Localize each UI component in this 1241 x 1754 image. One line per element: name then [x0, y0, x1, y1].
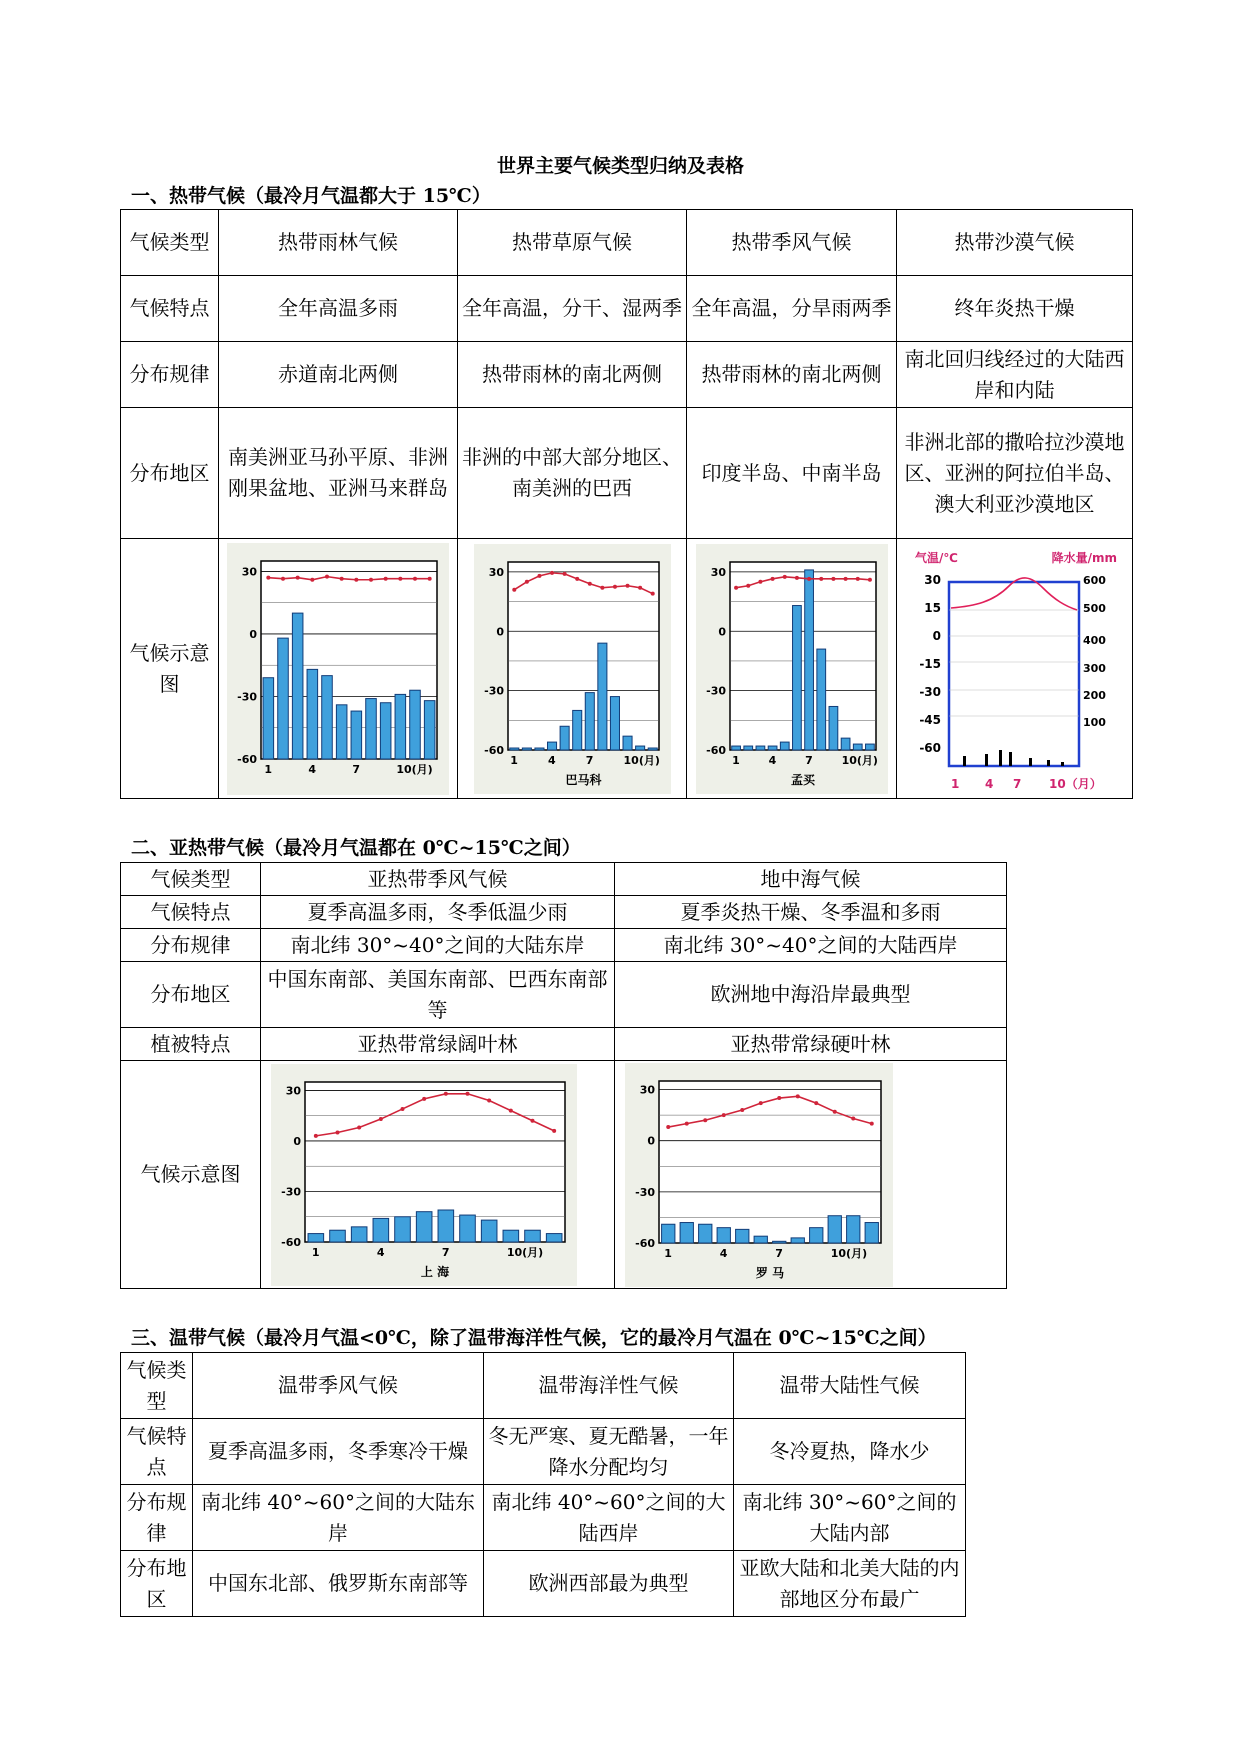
temperature-point	[384, 576, 388, 580]
precipitation-bar	[780, 742, 789, 750]
precipitation-bar	[1009, 752, 1012, 766]
temperate-climate-table	[120, 1352, 966, 1617]
plot-area	[305, 1082, 565, 1242]
row-label: 分布地区	[121, 408, 219, 539]
chart-title: 罗 马	[755, 1265, 785, 1280]
rule-cell: 热带雨林的南北两侧	[458, 342, 687, 408]
x-tick-label: 10(月)	[396, 762, 433, 776]
y-tick-label: 0	[647, 1134, 655, 1148]
row-label: 气候特点	[121, 1419, 193, 1485]
region-cell: 亚欧大陆和北美大陆的内部地区分布最广	[734, 1551, 966, 1617]
y-right-axis-label: 降水量/mm	[1051, 550, 1117, 565]
precipitation-bar	[380, 702, 391, 758]
precipitation-bar	[336, 704, 347, 758]
precipitation-bar	[865, 1222, 878, 1242]
temperature-point	[758, 579, 762, 583]
temperature-point	[552, 1128, 556, 1132]
climate-type-cell: 温带季风气候	[193, 1353, 484, 1419]
temperature-point	[512, 587, 516, 591]
x-tick-label: 4	[768, 753, 776, 767]
climate-type-cell: 热带草原气候	[458, 210, 687, 276]
y-tick-label: -60	[705, 743, 726, 757]
subtropical-climate-table	[120, 862, 1007, 1289]
precipitation-bar	[560, 726, 569, 750]
precipitation-bar	[623, 736, 632, 750]
tropical-climate-table	[120, 209, 1133, 799]
temperature-point	[310, 577, 314, 581]
precipitation-bar	[717, 1227, 730, 1242]
precipitation-bar	[662, 1224, 675, 1243]
precipitation-bar	[963, 756, 966, 766]
x-tick-label: 7	[441, 1245, 450, 1259]
precipitation-bar	[829, 706, 838, 750]
temperature-point	[531, 1118, 535, 1122]
temperature-point	[600, 585, 604, 589]
temperature-point	[782, 574, 786, 578]
temperature-point	[575, 576, 579, 580]
precipitation-bar	[351, 711, 362, 759]
precipitation-bar	[410, 690, 421, 759]
x-tick-label: 1	[731, 753, 740, 767]
x-tick-label: 4	[719, 1246, 728, 1260]
temperature-point	[759, 1101, 763, 1105]
y-tick-label: 30	[488, 565, 504, 579]
temperature-point	[722, 1113, 726, 1117]
precipitation-bar	[307, 669, 318, 759]
x-tick-label: 7	[775, 1246, 783, 1260]
precipitation-bar	[635, 746, 644, 750]
temperature-point	[369, 577, 373, 581]
x-tick-label: 1	[509, 753, 518, 767]
rule-cell: 南北回归线经过的大陆西岸和内陆	[897, 342, 1133, 408]
y-left-tick-label: -30	[918, 684, 941, 699]
precipitation-bar	[743, 746, 752, 750]
temperature-point	[740, 1107, 744, 1111]
y-left-axis-label: 气温/℃	[914, 550, 958, 565]
chart-title: 上 海	[420, 1264, 450, 1279]
climate-type-cell: 温带海洋性气候	[484, 1353, 734, 1419]
x-tick-label: 7	[585, 753, 593, 767]
temperature-point	[819, 576, 823, 580]
y-left-tick-label: -45	[918, 712, 941, 727]
precipitation-bar	[768, 746, 777, 750]
y-tick-label: -60	[635, 1236, 655, 1250]
precipitation-bar	[756, 746, 765, 750]
section-heading-subtropical: 二、亚热带气候（最冷月气温都在 0℃~15℃之间）	[131, 837, 581, 859]
temperature-point	[379, 1117, 383, 1121]
temperature-point	[357, 1125, 361, 1129]
y-right-tick-label: 600	[1082, 573, 1106, 587]
precipitation-bar	[292, 613, 303, 759]
x-tick-label: 1	[664, 1246, 672, 1260]
y-tick-label: -30	[705, 684, 726, 698]
temperature-point	[638, 585, 642, 589]
y-left-tick-label: 15	[923, 600, 941, 615]
temperature-point	[794, 575, 798, 579]
climate-type-cell: 热带雨林气候	[219, 210, 458, 276]
precipitation-bar	[438, 1210, 454, 1242]
y-tick-label: 30	[285, 1083, 301, 1097]
temperature-point	[851, 1116, 855, 1120]
precipitation-bar	[847, 1215, 860, 1242]
precipitation-bar	[736, 1229, 749, 1243]
y-tick-label: 30	[241, 564, 257, 578]
region-cell: 非洲北部的撒哈拉沙漠地区、亚洲的阿拉伯半岛、澳大利亚沙漠地区	[897, 408, 1133, 539]
x-tick-label: 7	[1012, 776, 1021, 791]
row-label: 分布地区	[121, 962, 261, 1028]
row-label: 分布规律	[121, 1485, 193, 1551]
precipitation-bar	[841, 738, 850, 750]
y-tick-label: -60	[237, 752, 257, 766]
y-left-tick-label: 30	[923, 572, 941, 587]
row-label: 气候类型	[121, 210, 219, 276]
region-cell: 欧洲地中海沿岸最典型	[615, 962, 1007, 1028]
precipitation-bar	[525, 1230, 541, 1242]
temperature-point	[509, 1108, 513, 1112]
precipitation-bar	[308, 1233, 324, 1241]
precipitation-bar	[985, 754, 988, 766]
precipitation-bar	[330, 1230, 346, 1242]
x-tick-label: 10（月）	[1048, 776, 1102, 791]
precipitation-bar	[547, 742, 556, 750]
precipitation-bar	[804, 569, 813, 749]
precipitation-bar	[597, 643, 606, 750]
temperature-point	[444, 1091, 448, 1095]
y-tick-label: -60	[483, 743, 504, 757]
climate-type-cell: 热带沙漠气候	[897, 210, 1133, 276]
feature-cell: 全年高温，分干、湿两季	[458, 276, 687, 342]
x-tick-label: 10(月)	[830, 1246, 868, 1260]
x-tick-label: 7	[804, 753, 813, 767]
temperature-point	[340, 576, 344, 580]
row-label: 气候类型	[121, 1353, 193, 1419]
precipitation-bar	[791, 1237, 804, 1242]
feature-cell: 夏季炎热干燥、冬季温和多雨	[615, 896, 1007, 929]
precipitation-bar	[278, 638, 289, 759]
temperature-point	[401, 1106, 405, 1110]
region-cell: 非洲的中部大部分地区、南美洲的巴西	[458, 408, 687, 539]
chart-title: 孟买	[790, 772, 815, 787]
row-label: 气候示意图	[121, 1061, 261, 1289]
rule-cell: 南北纬 40°~60°之间的大陆西岸	[484, 1485, 734, 1551]
region-cell: 中国东南部、美国东南部、巴西东南部等	[261, 962, 615, 1028]
x-tick-label: 4	[984, 776, 993, 791]
precipitation-bar	[585, 692, 594, 749]
temperature-point	[587, 581, 591, 585]
precipitation-bar	[731, 746, 740, 750]
precipitation-bar	[546, 1233, 562, 1241]
temperature-point	[855, 576, 859, 580]
vegetation-cell: 亚热带常绿阔叶林	[261, 1028, 615, 1061]
feature-cell: 夏季高温多雨，冬季低温少雨	[261, 896, 615, 929]
precipitation-bar	[1029, 758, 1032, 766]
precipitation-bar	[481, 1220, 497, 1242]
precipitation-bar	[610, 696, 619, 749]
temperature-point	[870, 1121, 874, 1125]
y-tick-label: 30	[710, 565, 726, 579]
feature-cell: 全年高温，分旱雨两季	[687, 276, 897, 342]
plot-area	[508, 562, 659, 750]
temperature-point	[281, 576, 285, 580]
temperature-point	[807, 576, 811, 580]
region-cell: 中国东北部、俄罗斯东南部等	[193, 1551, 484, 1617]
temperature-point	[770, 576, 774, 580]
temperature-point	[428, 576, 432, 580]
temperature-point	[666, 1125, 670, 1129]
precipitation-bar	[810, 1227, 823, 1242]
temperature-point	[354, 577, 358, 581]
temperature-point	[296, 575, 300, 579]
temperature-point	[422, 1096, 426, 1100]
y-right-tick-label: 500	[1082, 601, 1106, 615]
temperature-point	[266, 575, 270, 579]
precipitation-bar	[322, 675, 333, 758]
chart-title: 巴马科	[564, 772, 602, 787]
temperature-point	[398, 576, 402, 580]
feature-cell: 终年炎热干燥	[897, 276, 1133, 342]
temperature-point	[524, 579, 528, 583]
precipitation-bar	[648, 748, 657, 750]
temperature-point	[843, 576, 847, 580]
region-cell: 印度半岛、中南半岛	[687, 408, 897, 539]
rule-cell: 南北纬 40°~60°之间的大陆东岸	[193, 1485, 484, 1551]
temperature-point	[796, 1094, 800, 1098]
temperature-point	[612, 584, 616, 588]
temperature-point	[625, 583, 629, 587]
y-tick-label: -30	[281, 1184, 301, 1198]
plot-area	[949, 582, 1079, 766]
y-tick-label: 0	[249, 627, 257, 641]
vegetation-cell: 亚热带常绿硬叶林	[615, 1028, 1007, 1061]
x-tick-label: 1	[311, 1245, 320, 1259]
row-label: 分布地区	[121, 1551, 193, 1617]
temperature-point	[703, 1118, 707, 1122]
rule-cell: 南北纬 30°~40°之间的大陆西岸	[615, 929, 1007, 962]
temperature-point	[562, 571, 566, 575]
precipitation-bar	[503, 1230, 519, 1242]
page-title: 世界主要气候类型归纳及表格	[496, 155, 744, 177]
x-tick-label: 1	[950, 776, 959, 791]
y-tick-label: 0	[495, 624, 504, 638]
region-cell: 南美洲亚马孙平原、非洲刚果盆地、亚洲马来群岛	[219, 408, 458, 539]
row-label: 气候特点	[121, 276, 219, 342]
precipitation-bar	[509, 748, 518, 750]
y-tick-label: -30	[483, 684, 504, 698]
temperature-point	[487, 1098, 491, 1102]
x-tick-label: 4	[308, 762, 316, 776]
row-label: 分布规律	[121, 342, 219, 408]
temperature-point	[833, 1109, 837, 1113]
precipitation-bar	[395, 1216, 411, 1241]
temperature-point	[325, 574, 329, 578]
feature-cell: 夏季高温多雨，冬季寒冷干燥	[193, 1419, 484, 1485]
precipitation-bar	[754, 1236, 767, 1243]
y-tick-label: 0	[293, 1134, 301, 1148]
climate-type-cell: 地中海气候	[615, 863, 1007, 896]
x-tick-label: 4	[547, 753, 556, 767]
temperature-point	[814, 1101, 818, 1105]
climate-type-cell: 亚热带季风气候	[261, 863, 615, 896]
y-right-tick-label: 300	[1082, 661, 1106, 675]
row-label: 气候特点	[121, 896, 261, 929]
y-right-tick-label: 200	[1082, 688, 1106, 702]
rule-cell: 南北纬 30°~60°之间的大陆内部	[734, 1485, 966, 1551]
temperature-point	[466, 1091, 470, 1095]
temperature-point	[777, 1096, 781, 1100]
rule-cell: 热带雨林的南北两侧	[687, 342, 897, 408]
y-tick-label: -30	[237, 689, 257, 703]
savanna-climate-chart	[474, 544, 671, 794]
y-left-tick-label: -60	[918, 740, 941, 755]
temperature-point	[831, 576, 835, 580]
temperature-point	[734, 585, 738, 589]
y-left-tick-label: -15	[918, 656, 941, 671]
section-heading-temperate: 三、温带气候（最冷月气温<0℃，除了温带海洋性气候，它的最冷月气温在 0℃~15℃之间）	[131, 1327, 937, 1349]
temperature-point	[685, 1121, 689, 1125]
y-tick-label: -30	[635, 1185, 655, 1199]
rome-climate-chart	[625, 1063, 893, 1287]
row-label: 气候类型	[121, 863, 261, 896]
y-left-tick-label: 0	[932, 628, 941, 643]
region-cell: 欧洲西部最为典型	[484, 1551, 734, 1617]
y-right-tick-label: 100	[1082, 715, 1106, 729]
x-tick-label: 10(月)	[841, 753, 878, 767]
temperature-point	[537, 573, 541, 577]
precipitation-bar	[699, 1224, 712, 1243]
precipitation-bar	[865, 744, 874, 750]
precipitation-bar	[816, 649, 825, 750]
precipitation-bar	[534, 748, 543, 750]
precipitation-bar	[828, 1215, 841, 1242]
precipitation-bar	[680, 1222, 693, 1242]
plot-area	[730, 562, 876, 750]
x-tick-label: 7	[352, 762, 360, 776]
precipitation-bar	[416, 1211, 432, 1241]
feature-cell: 全年高温多雨	[219, 276, 458, 342]
precipitation-bar	[351, 1226, 367, 1241]
climate-type-cell: 热带季风气候	[687, 210, 897, 276]
feature-cell: 冬无严寒、夏无酷暑，一年降水分配均匀	[484, 1419, 734, 1485]
row-label: 分布规律	[121, 929, 261, 962]
temperature-point	[550, 570, 554, 574]
precipitation-bar	[522, 748, 531, 750]
precipitation-bar	[366, 698, 377, 758]
x-tick-label: 10(月)	[506, 1245, 544, 1259]
feature-cell: 冬冷夏热，降水少	[734, 1419, 966, 1485]
temperature-point	[867, 577, 871, 581]
precipitation-bar	[1061, 762, 1064, 766]
precipitation-bar	[572, 710, 581, 750]
row-label: 植被特点	[121, 1028, 261, 1061]
precipitation-bar	[773, 1241, 786, 1243]
rule-cell: 南北纬 30°~40°之间的大陆东岸	[261, 929, 615, 962]
y-right-tick-label: 400	[1082, 633, 1106, 647]
desert-climate-chart	[905, 544, 1125, 794]
y-tick-label: 0	[717, 624, 726, 638]
precipitation-bar	[395, 694, 406, 759]
rule-cell: 赤道南北两侧	[219, 342, 458, 408]
precipitation-bar	[853, 744, 862, 750]
section-heading-tropical: 一、热带气候（最冷月气温都大于 15℃）	[131, 185, 491, 207]
precipitation-bar	[263, 677, 274, 758]
row-label: 气候示意图	[121, 539, 219, 799]
monsoon-climate-chart	[696, 544, 888, 794]
rainforest-climate-chart	[227, 543, 449, 795]
x-tick-label: 10(月)	[623, 753, 660, 767]
temperature-point	[336, 1130, 340, 1134]
temperature-point	[650, 591, 654, 595]
x-tick-label: 4	[376, 1245, 385, 1259]
precipitation-bar	[999, 750, 1002, 766]
precipitation-bar	[460, 1215, 476, 1242]
precipitation-bar	[792, 605, 801, 749]
shanghai-climate-chart	[271, 1064, 577, 1286]
y-tick-label: -60	[281, 1235, 301, 1249]
temperature-point	[413, 576, 417, 580]
precipitation-bar	[1047, 760, 1050, 766]
temperature-point	[746, 583, 750, 587]
precipitation-bar	[424, 700, 435, 758]
precipitation-bar	[373, 1218, 389, 1242]
climate-type-cell: 温带大陆性气候	[734, 1353, 966, 1419]
y-tick-label: 30	[639, 1083, 655, 1097]
x-tick-label: 1	[264, 762, 272, 776]
temperature-point	[314, 1133, 318, 1137]
